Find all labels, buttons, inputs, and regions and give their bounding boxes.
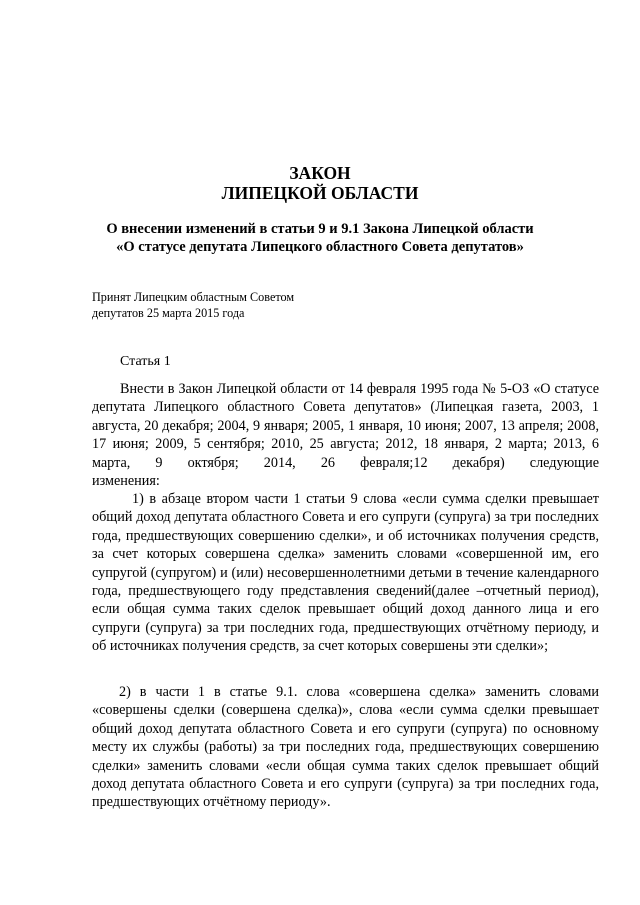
adoption-note-line2: депутатов 25 марта 2015 года	[92, 306, 245, 320]
law-subject-line1: О внесении изменений в статьи 9 и 9.1 Закона Липецкой области	[106, 221, 534, 237]
law-subject-line2: «О статусе депутата Липецкого областного Совета депутатов»	[116, 239, 524, 255]
amendment-item-2: 2) в части 1 в статье 9.1. слова «совершена сделка» заменить словами «совершены сделки (совершена сделка)», слова «если сумма сделки превышает общий доход депутата областного Совета и его супруги (супруга) по основному месту их службы (работы) за три последних года, предшествующих совершению сделки» заменить словами «если общая сумма таких сделок превышает общий доход депутата областного Совета и его супруги (супруга) за три последних года, предшествующих отчётному периоду».	[92, 684, 599, 811]
article-intro-paragraph: Внести в Закон Липецкой области от 14 февраля 1995 года № 5-ОЗ «О статусе депутата Липецкого областного Совета депутатов» (Липецкая газета, 2003, 1 августа, 20 декабря; 2004, 9 января; 2005, 1 января, 10 июня; 2007, 13 апреля; 2008, 17 июня; 2009, 5 сентября; 2010, 25 августа; 2012, 18 января, 2 марта; 2013, 6 марта, 9 октября; 2014, 26 февраля;12 декабря) следующие	[92, 381, 599, 471]
article-intro-end: изменения:	[92, 473, 160, 489]
law-region-title: ЛИПЕЦКОЙ ОБЛАСТИ	[221, 183, 419, 203]
amendment-item-1: 1) в абзаце втором части 1 статьи 9 слова «если сумма сделки превышает общий доход депутата областного Совета и его супруги (супруга) за три последних года, предшествующих совершению сделки», и об источниках получения средств, за счет которых совершена сделка» заменить словами «совершенной им, его супругой (супругом) и (или) несовершеннолетними детьми в течение календарного года, предшествующего году представления сведений(далее –отчетный период), если общая сумма таких сделок превышает общий доход данного лица и его супруги (супруга) за три последних года, предшествующих отчётному периоду, и об источниках получения средств, за счет которых совершены эти сделки»;	[92, 491, 599, 655]
adoption-note-line1: Принят Липецким областным Советом	[92, 290, 295, 304]
law-title: ЗАКОН	[289, 163, 351, 183]
article-heading: Статья 1	[120, 354, 171, 369]
